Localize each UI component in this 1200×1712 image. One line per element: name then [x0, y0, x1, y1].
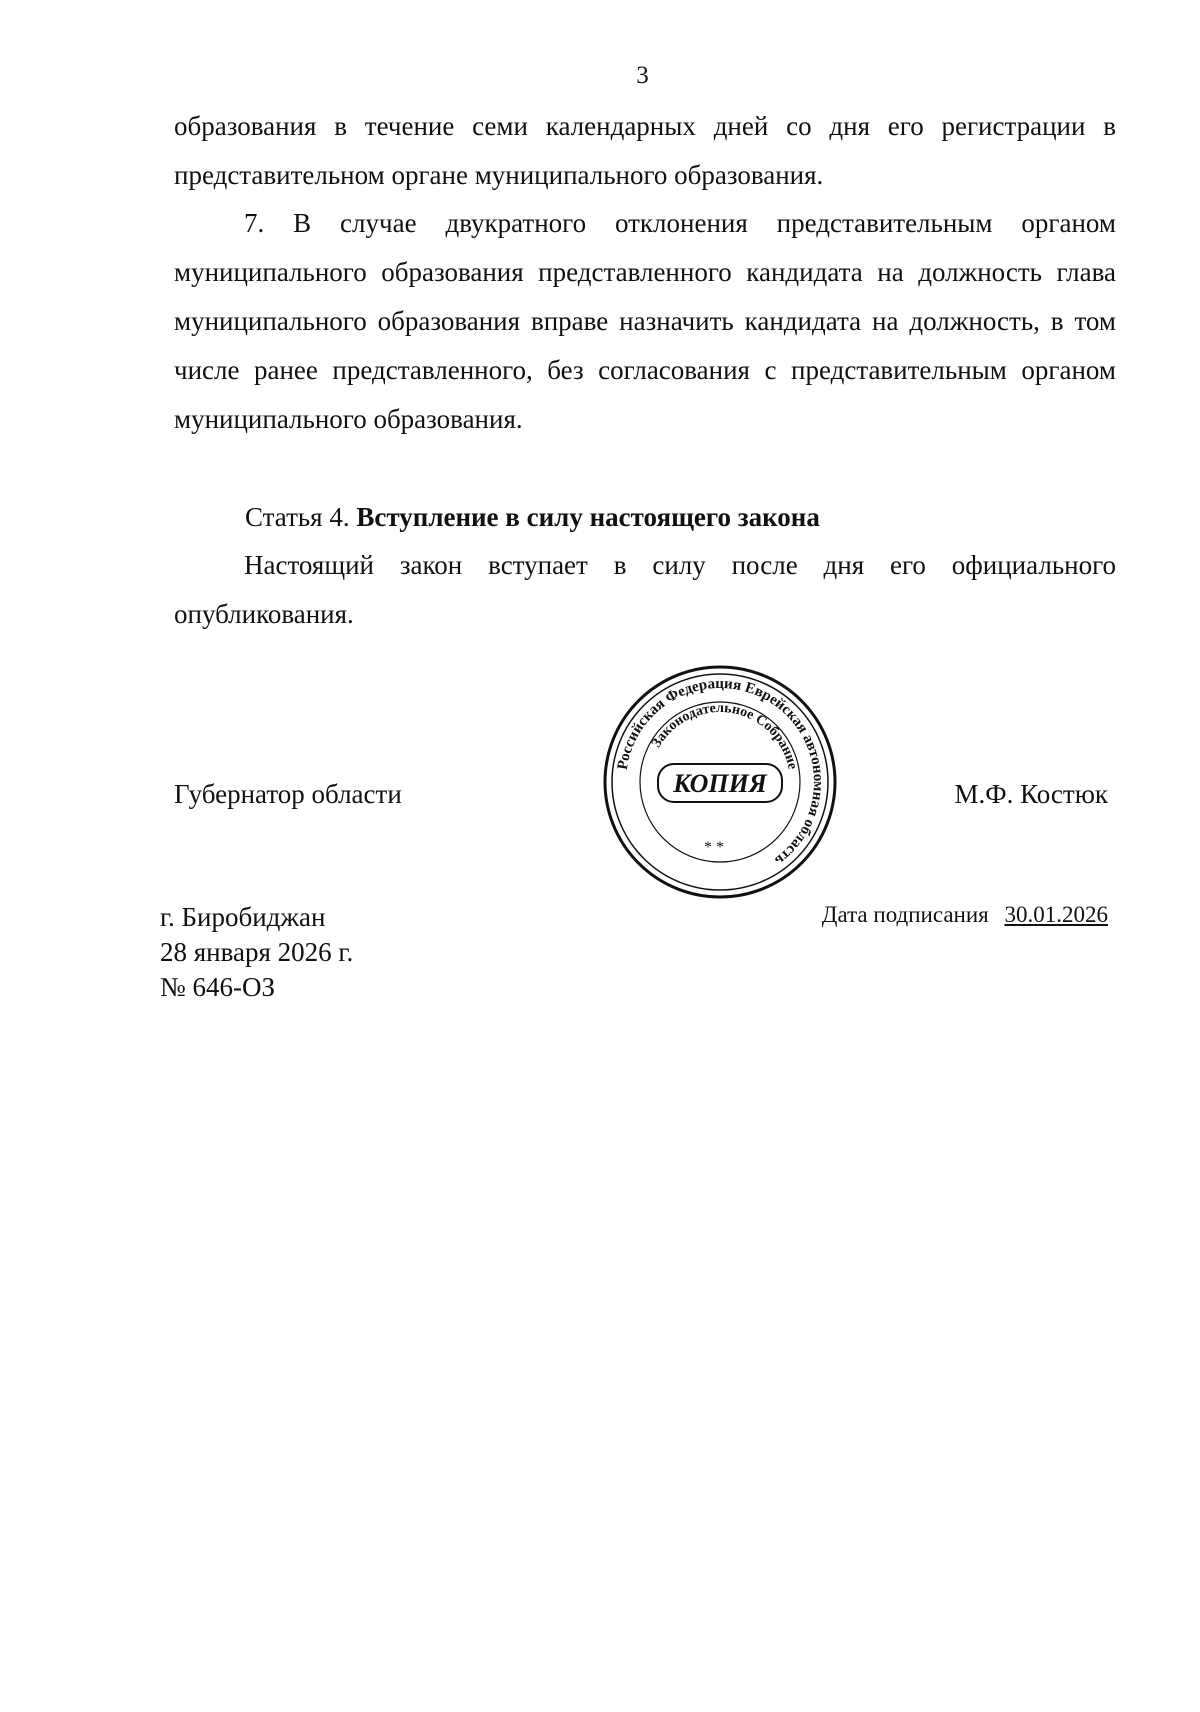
paragraph-continuation: образования в течение семи календарных дней со дня его регистрации в представительном органе муниципального образования.	[174, 111, 1116, 190]
seal-inner-text: Законодательное Собрание	[649, 700, 800, 771]
signatory-name: М.Ф. Костюк	[954, 779, 1108, 809]
city: г. Биробиджан	[160, 902, 326, 932]
law-number: № 646-ОЗ	[160, 972, 276, 1002]
official-seal	[602, 664, 838, 900]
article-number: Статья 4.	[245, 502, 350, 532]
signing-date-label: Дата подписания	[821, 902, 989, 927]
adoption-date: 28 января 2026 г.	[160, 937, 354, 967]
paragraph-clause-7: 7. В случае двукратного отклонения представительным органом муниципального образования представленного кандидата на должность глава муниципального образования вправе назначить кандидата на должность, в том числе ранее представленного, без согласования с представительным органом муниципального образования.	[174, 208, 1116, 434]
page-number: 3	[636, 62, 649, 89]
signing-date	[822, 902, 1108, 928]
paragraph-entry-into-force: Настоящий закон вступает в силу после дня его официального опубликования.	[174, 550, 1116, 629]
signatory-title: Губернатор области	[174, 779, 402, 809]
seal-outer-text: Российская Федерация Еврейская автономная область	[614, 675, 827, 869]
place-date-block	[160, 900, 353, 1005]
signing-date-value: 30.01.2026	[1004, 902, 1108, 927]
seal-stars: * *	[704, 839, 724, 856]
article-title: Вступление в силу настоящего закона	[356, 502, 820, 532]
seal-center-text: КОПИЯ	[673, 769, 767, 798]
article-heading	[245, 493, 820, 542]
